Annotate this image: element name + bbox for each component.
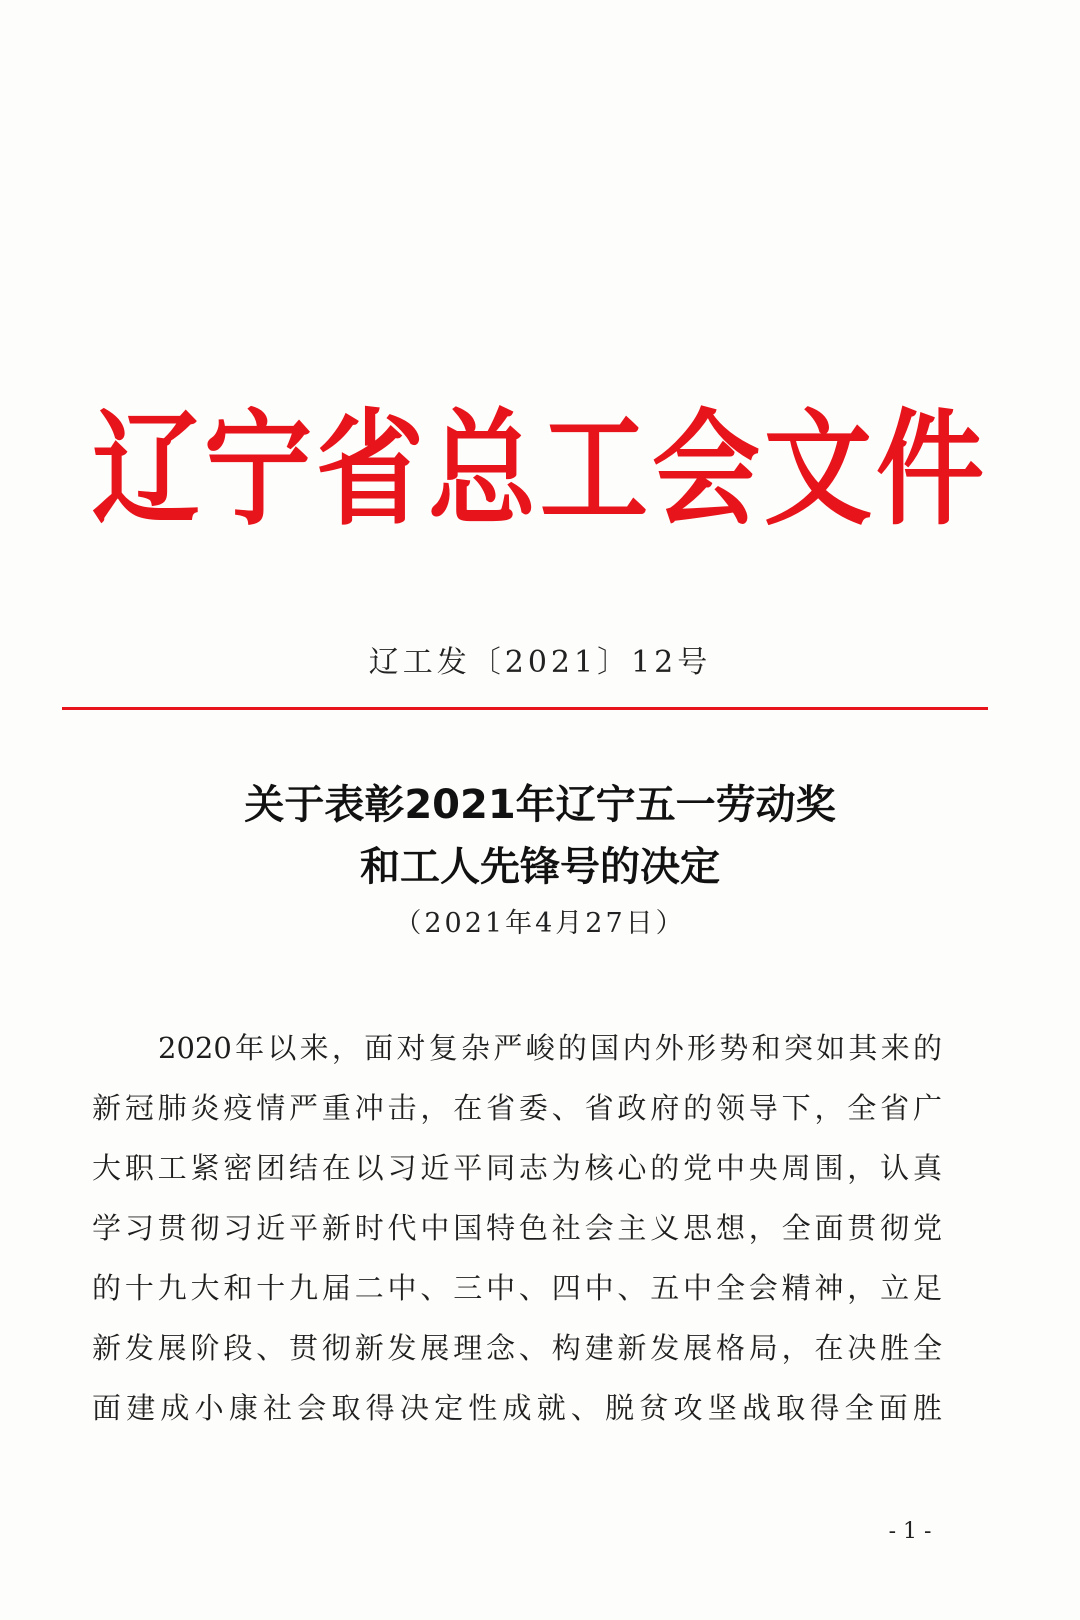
document-title-line-2: 和工人先锋号的决定 — [360, 844, 720, 890]
body-line: 大职工紧密团结在以习近平同志为核心的党中央周围，认真 — [92, 1151, 942, 1185]
document-number: 辽工发〔2021〕12号 — [368, 645, 712, 680]
page-number: - 1 - — [888, 1519, 932, 1544]
document-masthead: 辽宁省总工会文件 — [91, 398, 988, 543]
body-line: 2020年以来，面对复杂严峻的国内外形势和突如其来的 — [158, 1031, 942, 1065]
red-separator-line — [62, 707, 988, 710]
body-line: 面建成小康社会取得决定性成就、脱贫攻坚战取得全面胜 — [92, 1391, 942, 1425]
issue-date: （2021年4月27日） — [394, 908, 686, 939]
body-line: 新发展阶段、贯彻新发展理念、构建新发展格局，在决胜全 — [92, 1331, 942, 1365]
body-paragraph — [92, 1018, 942, 1438]
body-line: 新冠肺炎疫情严重冲击，在省委、省政府的领导下，全省广 — [92, 1091, 942, 1125]
body-line: 的十九大和十九届二中、三中、四中、五中全会精神，立足 — [92, 1271, 942, 1305]
document-title-line-1: 关于表彰2021年辽宁五一劳动奖 — [244, 782, 836, 828]
body-line: 学习贯彻习近平新时代中国特色社会主义思想，全面贯彻党 — [92, 1211, 942, 1245]
